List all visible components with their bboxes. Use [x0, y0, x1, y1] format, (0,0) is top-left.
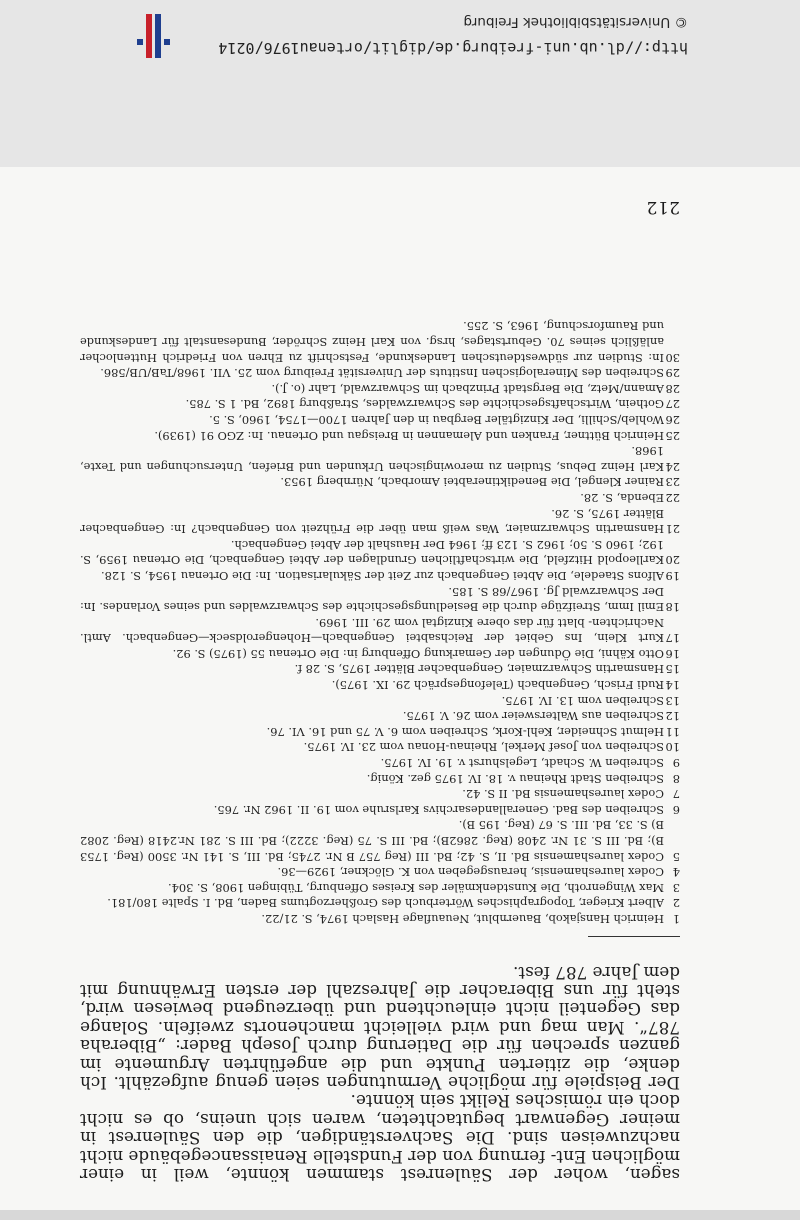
footnote-text: Schreiben des Bad. Generallandesarchivs Karlsruhe vom 19. II. 1962 Nr. 765.: [213, 802, 664, 817]
footnote-item: [80, 770, 680, 786]
footnote-number: 10: [665, 740, 680, 755]
footnotes-list: [80, 318, 680, 926]
footnote-number: 19: [665, 568, 680, 583]
footnote-number: 18: [665, 600, 680, 615]
footnote-number: 4: [672, 865, 680, 880]
footnote-text: Schreiben Stadt Rheinau v. 18. IV. 1975 gez. König.: [366, 771, 664, 786]
footnote-text: Schreiben W. Schadt, Legelshurst v. 19. IV. 1975.: [380, 756, 664, 771]
footnote-item: [80, 801, 680, 817]
footnote-number: 1: [672, 912, 680, 926]
footnote-text: Heinrich Büttner, Franken und Alemannen in Breisgau und Ortenau. In: ZGO 91 (1939).: [154, 428, 664, 443]
footnote-text: Max Wingenroth, Die Kunstdenkmäler des Kreises Offenburg, Tübingen 1908, S. 304.: [167, 880, 664, 895]
footnote-item: [80, 443, 680, 474]
footnote-number: 24: [665, 459, 680, 474]
footnote-number: 17: [665, 631, 680, 646]
footnote-item: [80, 365, 680, 381]
footnote-item: [80, 739, 680, 755]
footnote-item: [80, 505, 680, 536]
footnote-number: 7: [672, 787, 680, 802]
footnote-number: 5: [672, 849, 680, 864]
footnote-item: [80, 427, 680, 443]
footnote-number: 23: [665, 475, 680, 490]
footnote-number: 6: [672, 802, 680, 817]
body-text: [80, 963, 680, 1184]
footnote-item: [80, 380, 680, 396]
footnote-text: Helmut Schneider, Kehl-Kork, Schreiben vom 6. V. 75 und 16. VI. 76.: [266, 724, 664, 739]
footnote-text: Karlleopold Hitzfeld, Die wirtschaftlichen Grundlagen der Abtei Gengenbach, Die Ortenau 1959, S. 192; 1960 S. 50; 1962 S. 123 ff; 1964 Der Haushalt der Abtei Gengenbach.: [80, 537, 664, 568]
footnote-item: [80, 910, 680, 926]
footnote-item: [80, 567, 680, 583]
footnote-item: [80, 318, 680, 365]
footnote-text: Albert Krieger, Topographisches Wörterbuch des Großherzogtums Baden, Bd. I. Spalte 180/181.: [107, 896, 664, 911]
footnote-number: 15: [665, 662, 680, 677]
footnote-text: Heinrich Hansjakob, Bauernblut, Neuauflage Haslach 1974, S. 21/22.: [261, 912, 664, 926]
footnote-text: Rudi Frisch, Gengenbach (Telefongespräch 29. IX. 1975).: [331, 678, 664, 693]
page-number: 212: [646, 197, 680, 217]
footnote-text: In: Studien zur südwestdeutschen Landeskunde, Festschrift zu Ehren von Friedrich Huttenlocher anläßlich seines 70. Geburtstages, hrsg. von Karl Heinz Schröder, Bundesanstalt für Landeskunde und Raumforschung, 1963, S. 255.: [80, 319, 664, 365]
footnote-number: 11: [665, 724, 680, 739]
footnote-number: 25: [665, 428, 680, 443]
footnote-item: [80, 474, 680, 490]
footnote-number: 28: [665, 381, 680, 396]
footnote-text: Rainer Klengel, Die Benediktinerabtei Amorbach, Nürnberg 1953.: [280, 475, 664, 490]
top-margin-strip: [0, 1210, 800, 1220]
footnote-number: 14: [665, 678, 680, 693]
footnote-text: Codex laureshamensis Bd. II S. 42.: [462, 787, 664, 802]
footnote-item: [80, 708, 680, 724]
footnote-number: 26: [665, 413, 680, 427]
footnote-item: [80, 692, 680, 708]
copyright-notice: © Universitätsbibliothek Freiburg: [463, 14, 688, 30]
footnote-item: [80, 645, 680, 661]
footnote-number: 16: [665, 646, 680, 661]
footnote-item: [80, 661, 680, 677]
footnote-text: Gothein, Wirtschaftsgeschichte des Schwarzwaldes, Straßburg 1892, Bd. 1 S. 785.: [185, 397, 664, 412]
footnote-item: [80, 895, 680, 911]
footnote-number: 9: [672, 756, 680, 771]
footnote-item: [80, 614, 680, 645]
footnote-item: [80, 489, 680, 505]
footnote-text: Otto Kähni, Die Ödungen der Gemarkung Offenburg in: Die Ortenau 55 (1975) S. 92.: [172, 646, 664, 661]
footnote-number: 2: [672, 896, 680, 911]
footnote-number: 13: [665, 693, 680, 708]
footnote-text: Codex laureshamensis, herausgegeben von K. Glöckner, 1929—36.: [277, 865, 664, 880]
footnote-text: Schreiben vom 13. IV. 1975.: [501, 693, 664, 708]
footnote-text: Codex laureshamensis Bd. II, S. 42; Bd. III (Reg 757 B Nr. 2745; Bd. III, S. 141 Nr. 3500 (Reg. 1753 B); Bd. III S. 31 Nr. 2408 (Reg. 2862B); Bd. III S. 75 (Reg. 3222); Bd. III S. 281 Nr.2418 (Reg. 2082 B) S. 33, Bd. III. S. 67 (Reg. 195 B).: [80, 818, 664, 864]
footnote-text: Wohleb/Schilli, Der Kinzigtäler Bergbau in den Jahren 1700—1754, 1960, S. 5.: [209, 413, 664, 427]
footnote-text: Schreiben von Josef Merkel, Rheinau-Honau vom 23. IV. 1975.: [303, 740, 664, 755]
footnote-divider: [588, 936, 680, 937]
footnote-item: [80, 864, 680, 880]
footnote-text: Emil Imm, Streifzüge durch die Besiedlungsgeschichte des Schwarzwaldes und seines Vorlandes. In: Der Schwarzwald Jg. 1967/68 S. 185.: [80, 584, 664, 615]
footnote-number: 8: [672, 771, 680, 786]
body-paragraph: Der Beispiele für mögliche Vermutungen seien genug aufgezählt. Ich denke, die zitierten Punkte und die angeführten Argumente im ganzen sprechen für die Datierung durch Joseph Bader: „Biberaha 787“. Man mag und wird vielleicht manchenorts zweifeln. Solange das Gegenteil nicht einleuchtend und überzeugend bewiesen wird, steht für uns Biberacher die Jahreszahl der ersten Erwähnung mit dem Jahre 787 fest.: [80, 962, 680, 1093]
footnote-text: Hansmartin Schwarzmaier, Gengenbacher Blätter 1975, S. 28 f.: [294, 662, 664, 677]
footnote-number: 29: [665, 366, 680, 381]
footnote-item: [80, 786, 680, 802]
body-paragraph: sagen, woher der Säulenrest stammen könnte, weil in einer möglichen Ent- fernung von der Fundstelle Renaissancegebäude nicht nachzuweisen sind. Die Sachverständigen, die den Säulenrest in meiner Gegenwart begutachteten, waren sich uneins, ob es nicht doch ein römisches Relikt sein könnte.: [80, 1091, 680, 1185]
footnote-text: Amann/Metz, Die Bergstadt Prinzbach im Schwarzwald, Lahr (o. J.).: [271, 381, 664, 396]
footnote-number: 21: [665, 522, 680, 537]
footnote-text: Alfons Staedele, Die Abtei Gengenbach zur Zeit der Säkularisation. In: Die Ortenau 1954, S. 128.: [100, 568, 664, 583]
footnote-item: [80, 879, 680, 895]
footnote-item: [80, 677, 680, 693]
document-url-link[interactable]: http://dl.ub.uni-freiburg.de/diglit/ortenau1976/0214: [218, 39, 688, 57]
footnote-text: Hansmartin Schwarzmaier, Was weiß man über die Frühzeit von Gengenbach? In: Gengenbacher Blätter 1975, S. 26.: [80, 506, 664, 537]
footnote-item: [80, 411, 680, 427]
footnote-item: [80, 723, 680, 739]
footnote-number: 12: [665, 709, 680, 724]
footnote-number: 3: [672, 880, 680, 895]
footnote-text: Karl Heinz Debus, Studien zu merowingischen Urkunden und Briefen, Untersuchungen und Texte, 1968.: [80, 444, 664, 474]
footnote-text: Schreiben des Mineralogischen Instituts der Universität Freiburg vom 25. VII. 1968/TaB/UB/586.: [100, 366, 664, 381]
footnote-number: 27: [665, 397, 680, 412]
ub-freiburg-logo-icon[interactable]: [120, 14, 170, 58]
footnote-number: 20: [665, 553, 680, 568]
footnote-text: Ebenda, S. 28.: [580, 490, 664, 505]
footnote-item: [80, 583, 680, 614]
footnote-item: [80, 754, 680, 770]
footnote-item: [80, 817, 680, 864]
footnote-item: [80, 396, 680, 412]
footnote-number: 30: [665, 350, 680, 365]
footnote-text: Kurt Klein, Ins Gebiet der Reichsabtei Gengenbach—Hohengeroldseck—Gengenbach. Amtl. Nachrichten- blatt für das obere Kinzigtal vom 29. III. 1969.: [80, 615, 664, 646]
footnote-number: 22: [665, 490, 680, 505]
footnote-item: [80, 536, 680, 567]
footnote-text: Schreiben aus Waltersweier vom 26. V. 1975.: [402, 709, 664, 724]
